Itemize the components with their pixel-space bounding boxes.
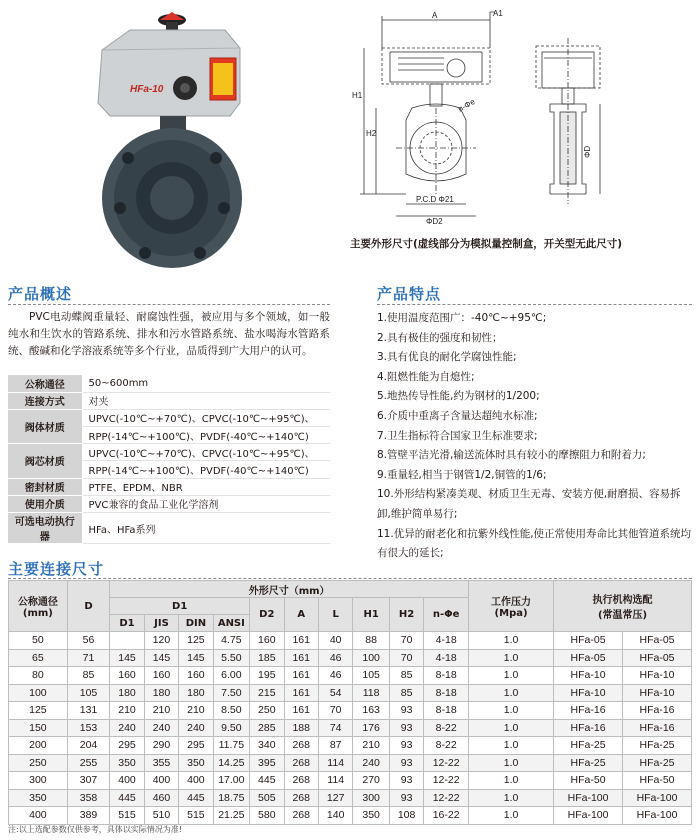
table-cell: 8-22 (424, 719, 469, 737)
table-cell: 108 (389, 807, 423, 825)
feature-item: 11.优异的耐老化和抗紫外线性能,使正常使用寿命比其他管道系统均有很大的延长; (377, 527, 692, 560)
table-cell: 9.50 (213, 719, 249, 737)
table-cell: 161 (284, 667, 318, 685)
table-cell: 105 (67, 684, 110, 702)
spec-label: 阀体材质 (8, 409, 82, 443)
table-cell: HFa-100 (554, 807, 623, 825)
spec-label: 密封材质 (8, 478, 82, 495)
table-cell: 290 (144, 737, 178, 755)
table-cell: 185 (250, 649, 284, 667)
table-cell: 240 (353, 754, 389, 772)
drawing-label-h1: H1 (352, 91, 363, 100)
table-cell: 1.0 (469, 754, 554, 772)
table-cell: 4-18 (424, 649, 469, 667)
product-photo (90, 8, 255, 270)
table-cell: 161 (284, 702, 318, 720)
table-cell: 240 (144, 719, 178, 737)
header-d2: D2 (250, 598, 284, 632)
header-nominal-diameter: 公称通径 (mm) (9, 581, 68, 632)
table-cell: 93 (389, 702, 423, 720)
table-cell: 80 (9, 667, 68, 685)
table-cell: 176 (353, 719, 389, 737)
spec-row (8, 444, 330, 461)
table-cell: 160 (179, 667, 213, 685)
table-cell: 125 (179, 632, 213, 650)
table-cell: HFa-25 (554, 737, 623, 755)
table-cell: 460 (144, 789, 178, 807)
table-cell: 250 (250, 702, 284, 720)
table-row (9, 684, 692, 702)
table-cell: HFa-50 (554, 772, 623, 790)
table-cell: HFa-05 (554, 632, 623, 650)
table-cell: 1.0 (469, 719, 554, 737)
table-cell: 14.25 (213, 754, 249, 772)
table-row (9, 754, 692, 772)
table-cell: 163 (353, 702, 389, 720)
features-list (377, 309, 692, 564)
table-cell: HFa-10 (622, 667, 691, 685)
table-cell: 180 (110, 684, 144, 702)
table-cell: HFa-16 (622, 702, 691, 720)
table-cell: 8-18 (424, 684, 469, 702)
table-cell: 85 (389, 684, 423, 702)
table-cell: HFa-16 (622, 719, 691, 737)
spec-value: 50~600mm (82, 375, 330, 392)
table-cell: 46 (318, 649, 352, 667)
table-cell: 8.50 (213, 702, 249, 720)
spec-label: 可选电动执行器 (8, 513, 82, 544)
drawing-label-a1: A1 (493, 9, 503, 18)
spec-row (8, 478, 330, 495)
overview-title: 产品概述 (8, 285, 73, 303)
table-cell: HFa-100 (622, 789, 691, 807)
table-cell: 210 (353, 737, 389, 755)
table-cell: 12-22 (424, 772, 469, 790)
product-model-label: HFa-10 (130, 84, 164, 95)
feature-item: 4.阻燃性能为自熄性; (377, 370, 475, 383)
table-cell: 4.75 (213, 632, 249, 650)
feature-item: 6.介质中重离子含量达超纯水标准; (377, 409, 538, 422)
table-cell: 56 (67, 632, 110, 650)
table-cell: 1.0 (469, 737, 554, 755)
table-cell: HFa-100 (622, 807, 691, 825)
drawing-label-pcd: P.C.D Φ21 (416, 195, 454, 204)
table-cell: HFa-10 (622, 684, 691, 702)
header-working-pressure: 工作压力 (Mpa) (469, 581, 554, 632)
table-cell: HFa-25 (554, 754, 623, 772)
table-cell: 114 (318, 772, 352, 790)
table-row (9, 789, 692, 807)
spec-row (8, 495, 330, 512)
table-cell: 161 (284, 632, 318, 650)
spec-value: PVC兼容的食品工业化学溶剂 (82, 495, 330, 512)
spec-table-body (8, 375, 330, 544)
table-cell: HFa-10 (554, 684, 623, 702)
spec-value: RPP(-14℃~+100℃)、PVDF(-40℃~+140℃) (82, 461, 330, 478)
drawing-label-phi-d2: ΦD2 (426, 217, 443, 226)
table-cell: 395 (250, 754, 284, 772)
table-cell: 8-22 (424, 737, 469, 755)
table-cell: 50 (9, 632, 68, 650)
table-cell: 150 (9, 719, 68, 737)
dimensions-table (8, 580, 692, 825)
spec-row (8, 409, 330, 426)
table-cell: 40 (318, 632, 352, 650)
feature-item: 5.地热传导性能,约为钢材的1/200; (377, 390, 540, 403)
drawing-caption: 主要外形尺寸(虚线部分为模拟量控制盒，开关型无此尺寸) (350, 238, 623, 250)
dimensions-divider (8, 578, 692, 579)
table-cell: 161 (284, 684, 318, 702)
drawing-label-n-phi-e: n-Φe (456, 96, 477, 114)
table-cell: 93 (389, 737, 423, 755)
header-outline-dimensions: 外形尺寸（mm） (110, 581, 469, 598)
table-cell: HFa-05 (622, 632, 691, 650)
table-cell: 114 (318, 754, 352, 772)
spec-row (8, 392, 330, 409)
table-cell: 85 (67, 667, 110, 685)
table-cell: 6.00 (213, 667, 249, 685)
feature-item: 8.管壁平洁光滑,输送流体时具有较小的摩擦阻力和附着力; (377, 449, 646, 462)
header-jis: JIS (144, 615, 178, 632)
table-cell (110, 632, 144, 650)
header-din: DIN (179, 615, 213, 632)
table-cell: 445 (110, 789, 144, 807)
table-cell: 160 (250, 632, 284, 650)
table-cell: 389 (67, 807, 110, 825)
table-cell: 145 (144, 649, 178, 667)
table-cell: 350 (179, 754, 213, 772)
table-cell: 268 (284, 789, 318, 807)
table-cell: 400 (179, 772, 213, 790)
table-cell: 54 (318, 684, 352, 702)
table-cell: 87 (318, 737, 352, 755)
header-h1: H1 (353, 598, 389, 632)
spec-value: 对夹 (82, 392, 330, 409)
header-h2: H2 (389, 598, 423, 632)
table-cell: 204 (67, 737, 110, 755)
table-cell: 100 (353, 649, 389, 667)
table-cell: 71 (67, 649, 110, 667)
table-cell: 188 (284, 719, 318, 737)
table-row (9, 772, 692, 790)
table-cell: 300 (353, 789, 389, 807)
features-divider (377, 304, 692, 305)
table-cell: 1.0 (469, 789, 554, 807)
table-cell: 515 (110, 807, 144, 825)
feature-item: 1.使用温度范围广：-40℃~+95℃; (377, 312, 547, 324)
table-row (9, 632, 692, 650)
header-a: A (284, 598, 318, 632)
table-cell: 93 (389, 719, 423, 737)
table-cell: 7.50 (213, 684, 249, 702)
table-cell: 255 (67, 754, 110, 772)
table-row (9, 719, 692, 737)
table-cell: 12-22 (424, 789, 469, 807)
table-cell: 70 (389, 649, 423, 667)
feature-item: 7.卫生指标符合国家卫生标准要求; (377, 429, 538, 442)
table-cell: 295 (179, 737, 213, 755)
table-cell: 358 (67, 789, 110, 807)
features-title: 产品特点 (377, 285, 442, 303)
table-cell: 8-18 (424, 702, 469, 720)
header-n-phi-e: n-Φe (424, 598, 469, 632)
overview-divider (8, 304, 330, 305)
table-cell: 350 (110, 754, 144, 772)
table-cell: 268 (284, 737, 318, 755)
table-cell: 145 (110, 649, 144, 667)
table-cell: 268 (284, 807, 318, 825)
table-cell: 46 (318, 667, 352, 685)
spec-label: 公称通径 (8, 375, 82, 392)
feature-item: 10.外形结构紧凑美观、材质卫生无毒、安装方便,耐磨损、容易拆卸,维护简单易行; (377, 488, 681, 520)
table-cell: 18.75 (213, 789, 249, 807)
table-cell: 580 (250, 807, 284, 825)
header-l: L (318, 598, 352, 632)
table-cell: 5.50 (213, 649, 249, 667)
footnote: 注:以上选配参数仅供参考，具体以实际情况为准! (8, 825, 182, 834)
feature-item: 2.具有极佳的强度和韧性； (377, 331, 503, 344)
table-cell: 340 (250, 737, 284, 755)
table-cell: 17.00 (213, 772, 249, 790)
table-cell: 400 (9, 807, 68, 825)
spec-table (8, 375, 330, 544)
table-cell: 210 (179, 702, 213, 720)
table-cell: 240 (179, 719, 213, 737)
table-cell: 510 (144, 807, 178, 825)
table-cell: 16-22 (424, 807, 469, 825)
table-row (9, 737, 692, 755)
table-cell: HFa-25 (622, 737, 691, 755)
table-row (9, 807, 692, 825)
table-cell: 285 (250, 719, 284, 737)
table-cell: HFa-05 (622, 649, 691, 667)
table-cell: 350 (9, 789, 68, 807)
header-d: D (67, 581, 110, 632)
table-cell: 153 (67, 719, 110, 737)
table-cell: 88 (353, 632, 389, 650)
dimension-drawing (350, 8, 630, 228)
drawing-label-h2: H2 (366, 129, 377, 138)
table-cell: 1.0 (469, 772, 554, 790)
table-cell: HFa-50 (622, 772, 691, 790)
table-cell: 505 (250, 789, 284, 807)
table-cell: 93 (389, 772, 423, 790)
table-cell: 355 (144, 754, 178, 772)
table-cell: 4-18 (424, 632, 469, 650)
table-cell: 215 (250, 684, 284, 702)
table-cell: 295 (110, 737, 144, 755)
table-cell: 12-22 (424, 754, 469, 772)
header-d1: D1 (110, 615, 144, 632)
spec-label: 阀芯材质 (8, 444, 82, 478)
header-actuator: 执行机构选配 (常温常压) (554, 581, 692, 632)
spec-value: HFa、HFa系列 (82, 513, 330, 544)
table-cell: 8-18 (424, 667, 469, 685)
spec-row (8, 513, 330, 544)
table-cell: 11.75 (213, 737, 249, 755)
table-cell: 21.25 (213, 807, 249, 825)
table-cell: 65 (9, 649, 68, 667)
table-cell: 1.0 (469, 649, 554, 667)
table-cell: 70 (318, 702, 352, 720)
table-cell: 105 (353, 667, 389, 685)
spec-value: RPP(-14℃~+100℃)、PVDF(-40℃~+140℃) (82, 427, 330, 444)
table-cell: 350 (353, 807, 389, 825)
table-cell: 161 (284, 649, 318, 667)
table-cell: HFa-05 (554, 649, 623, 667)
table-cell: 268 (284, 772, 318, 790)
table-cell: 70 (389, 632, 423, 650)
drawing-label-a: A (432, 11, 438, 20)
table-cell: 85 (389, 667, 423, 685)
table-cell: 1.0 (469, 667, 554, 685)
table-cell: 93 (389, 789, 423, 807)
table-cell: 93 (389, 754, 423, 772)
table-cell: 445 (250, 772, 284, 790)
table-cell: 210 (144, 702, 178, 720)
header-d1-group: D1 (110, 598, 250, 615)
table-row (9, 702, 692, 720)
table-cell: 160 (110, 667, 144, 685)
table-cell: 1.0 (469, 807, 554, 825)
spec-label: 使用介质 (8, 495, 82, 512)
table-cell: 400 (110, 772, 144, 790)
dimensions-title: 主要连接尺寸 (8, 560, 105, 578)
feature-item: 9.重量轻,相当于钢管1/2,铜管的1/6; (377, 468, 547, 481)
table-cell: HFa-16 (554, 702, 623, 720)
table-cell: 140 (318, 807, 352, 825)
table-cell: 118 (353, 684, 389, 702)
table-cell: HFa-10 (554, 667, 623, 685)
overview-text: PVC电动蝶阀重量轻、耐腐蚀性强，被应用与多个领域，如一般纯水和生饮水的管路系统、排水和污水管路系统、盐水喝海水管路系统、酸碱和化学溶液系统等多个行业，品质得到广大用户的认可。 (8, 311, 330, 357)
table-cell: 400 (144, 772, 178, 790)
table-row (9, 649, 692, 667)
table-cell: 268 (284, 754, 318, 772)
feature-item: 3.具有优良的耐化学腐蚀性能; (377, 351, 517, 364)
spec-label: 连接方式 (8, 392, 82, 409)
dimensions-table-body (9, 632, 692, 825)
table-cell: 180 (144, 684, 178, 702)
header-ansi: ANSI (213, 615, 249, 632)
table-cell: 100 (9, 684, 68, 702)
table-cell: HFa-25 (622, 754, 691, 772)
table-cell: 120 (144, 632, 178, 650)
table-cell: HFa-100 (554, 789, 623, 807)
table-cell: 515 (179, 807, 213, 825)
table-cell: 270 (353, 772, 389, 790)
table-cell: 1.0 (469, 702, 554, 720)
table-row (9, 667, 692, 685)
table-cell: 240 (110, 719, 144, 737)
table-cell: 307 (67, 772, 110, 790)
table-cell: 1.0 (469, 632, 554, 650)
table-cell: 160 (144, 667, 178, 685)
table-cell: 195 (250, 667, 284, 685)
table-cell: 145 (179, 649, 213, 667)
spec-value: PTFE、EPDM、NBR (82, 478, 330, 495)
spec-value: UPVC(-10℃~+70℃)、CPVC(-10℃~+95℃)、 (82, 444, 330, 461)
drawing-label-phi-d: ΦD (583, 145, 592, 158)
table-cell: 445 (179, 789, 213, 807)
table-cell: 210 (110, 702, 144, 720)
table-cell: 131 (67, 702, 110, 720)
table-cell: 250 (9, 754, 68, 772)
table-cell: 127 (318, 789, 352, 807)
table-cell: 1.0 (469, 684, 554, 702)
table-cell: 200 (9, 737, 68, 755)
spec-row (8, 375, 330, 392)
table-cell: 180 (179, 684, 213, 702)
spec-value: UPVC(-10℃~+70℃)、CPVC(-10℃~+95℃)、 (82, 409, 330, 426)
table-cell: 125 (9, 702, 68, 720)
table-cell: HFa-16 (554, 719, 623, 737)
table-cell: 300 (9, 772, 68, 790)
table-cell: 74 (318, 719, 352, 737)
